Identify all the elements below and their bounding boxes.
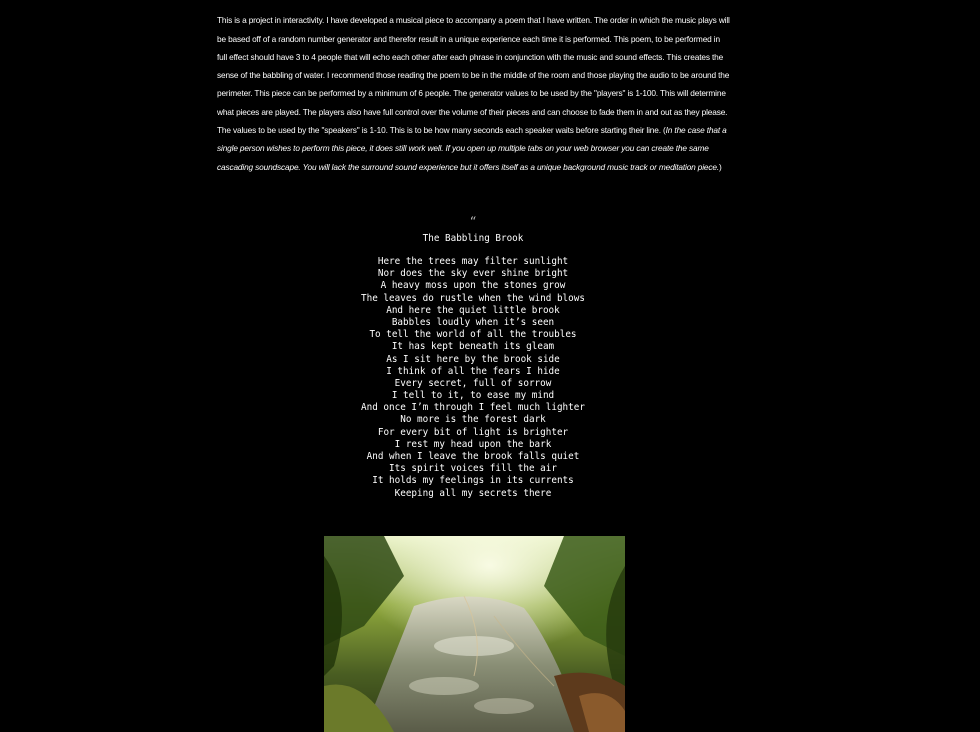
poem-lines (300, 256, 646, 500)
poem-line: And when I leave the brook falls quiet (366, 451, 580, 462)
poem-line: Nor does the sky ever shine bright (377, 268, 569, 280)
poem-line: It holds my feelings in its currents (372, 475, 574, 487)
poem-line: I think of all the fears I hide (386, 365, 560, 377)
poem-line: It has kept beneath its gleam (391, 341, 555, 353)
intro-text: This is a project in interactivity. I have developed a musical piece to accompany a poem that I have written. The order in which the music plays will be based off of a random number generator and therefor result in a unique experience each time it is performed. This poem, to be performed in full effect should have 3 to 4 people that will echo each other after each phrase in conjunction with the music and sound effects. This creates the sense of the babbling of water. I recommend those reading the poem to be in the middle of the room and those playing the audio to be around the perimeter. This piece can be performed by a minimum of 6 people. The generator values to be used by the "players" is 1-100. This will determine what pieces are played. The players also have full control over the volume of their pieces and can choose to fade them in and out as they please. The values to be used by the "speakers" is 1-10. This is to be how many seconds each speaker waits before starting their line. ( (217, 15, 730, 136)
poem-line: The leaves do rustle when the wind blows (361, 292, 585, 304)
poem-line: I rest my head upon the bark (394, 438, 552, 450)
poem-line: Every secret, full of sorrow (394, 377, 552, 389)
poem-line: Babbles loudly when it’s seen (391, 316, 555, 328)
poem-title: The Babbling Brook (422, 233, 524, 244)
poem-line: No more is the forest dark (400, 414, 546, 426)
poem-line: To tell the world of all the troubles (369, 329, 577, 341)
poem-line: As I sit here by the brook side (386, 353, 560, 365)
quote-icon: “ (469, 215, 477, 230)
poem-line: A heavy moss upon the stones grow (380, 280, 566, 292)
poem-line: Here the trees may filter sunlight (377, 256, 569, 267)
poem-line: And once I’m through I feel much lighter (361, 402, 585, 414)
poem-line: Its spirit voices fill the air (389, 463, 557, 475)
intro-paragraph (217, 11, 731, 176)
poem-line: For every bit of light is brighter (377, 426, 569, 438)
intro-closing: ) (719, 161, 722, 172)
poem-line: Keeping all my secrets there (394, 487, 552, 499)
intro-italic-note: In the case that a single person wishes to perform this piece, it does still work well. If you open up multiple tabs on your web browser you can create the same cascading soundscape. You will lack the surround sound experience but it offers itself as a unique background music track or meditation piece. (217, 125, 727, 172)
poem-line: And here the quiet little brook (386, 304, 560, 316)
brook-photo-illustration (324, 536, 625, 732)
brook-photo (324, 536, 625, 732)
poem-line: I tell to it, to ease my mind (391, 390, 555, 402)
poem (300, 216, 646, 500)
